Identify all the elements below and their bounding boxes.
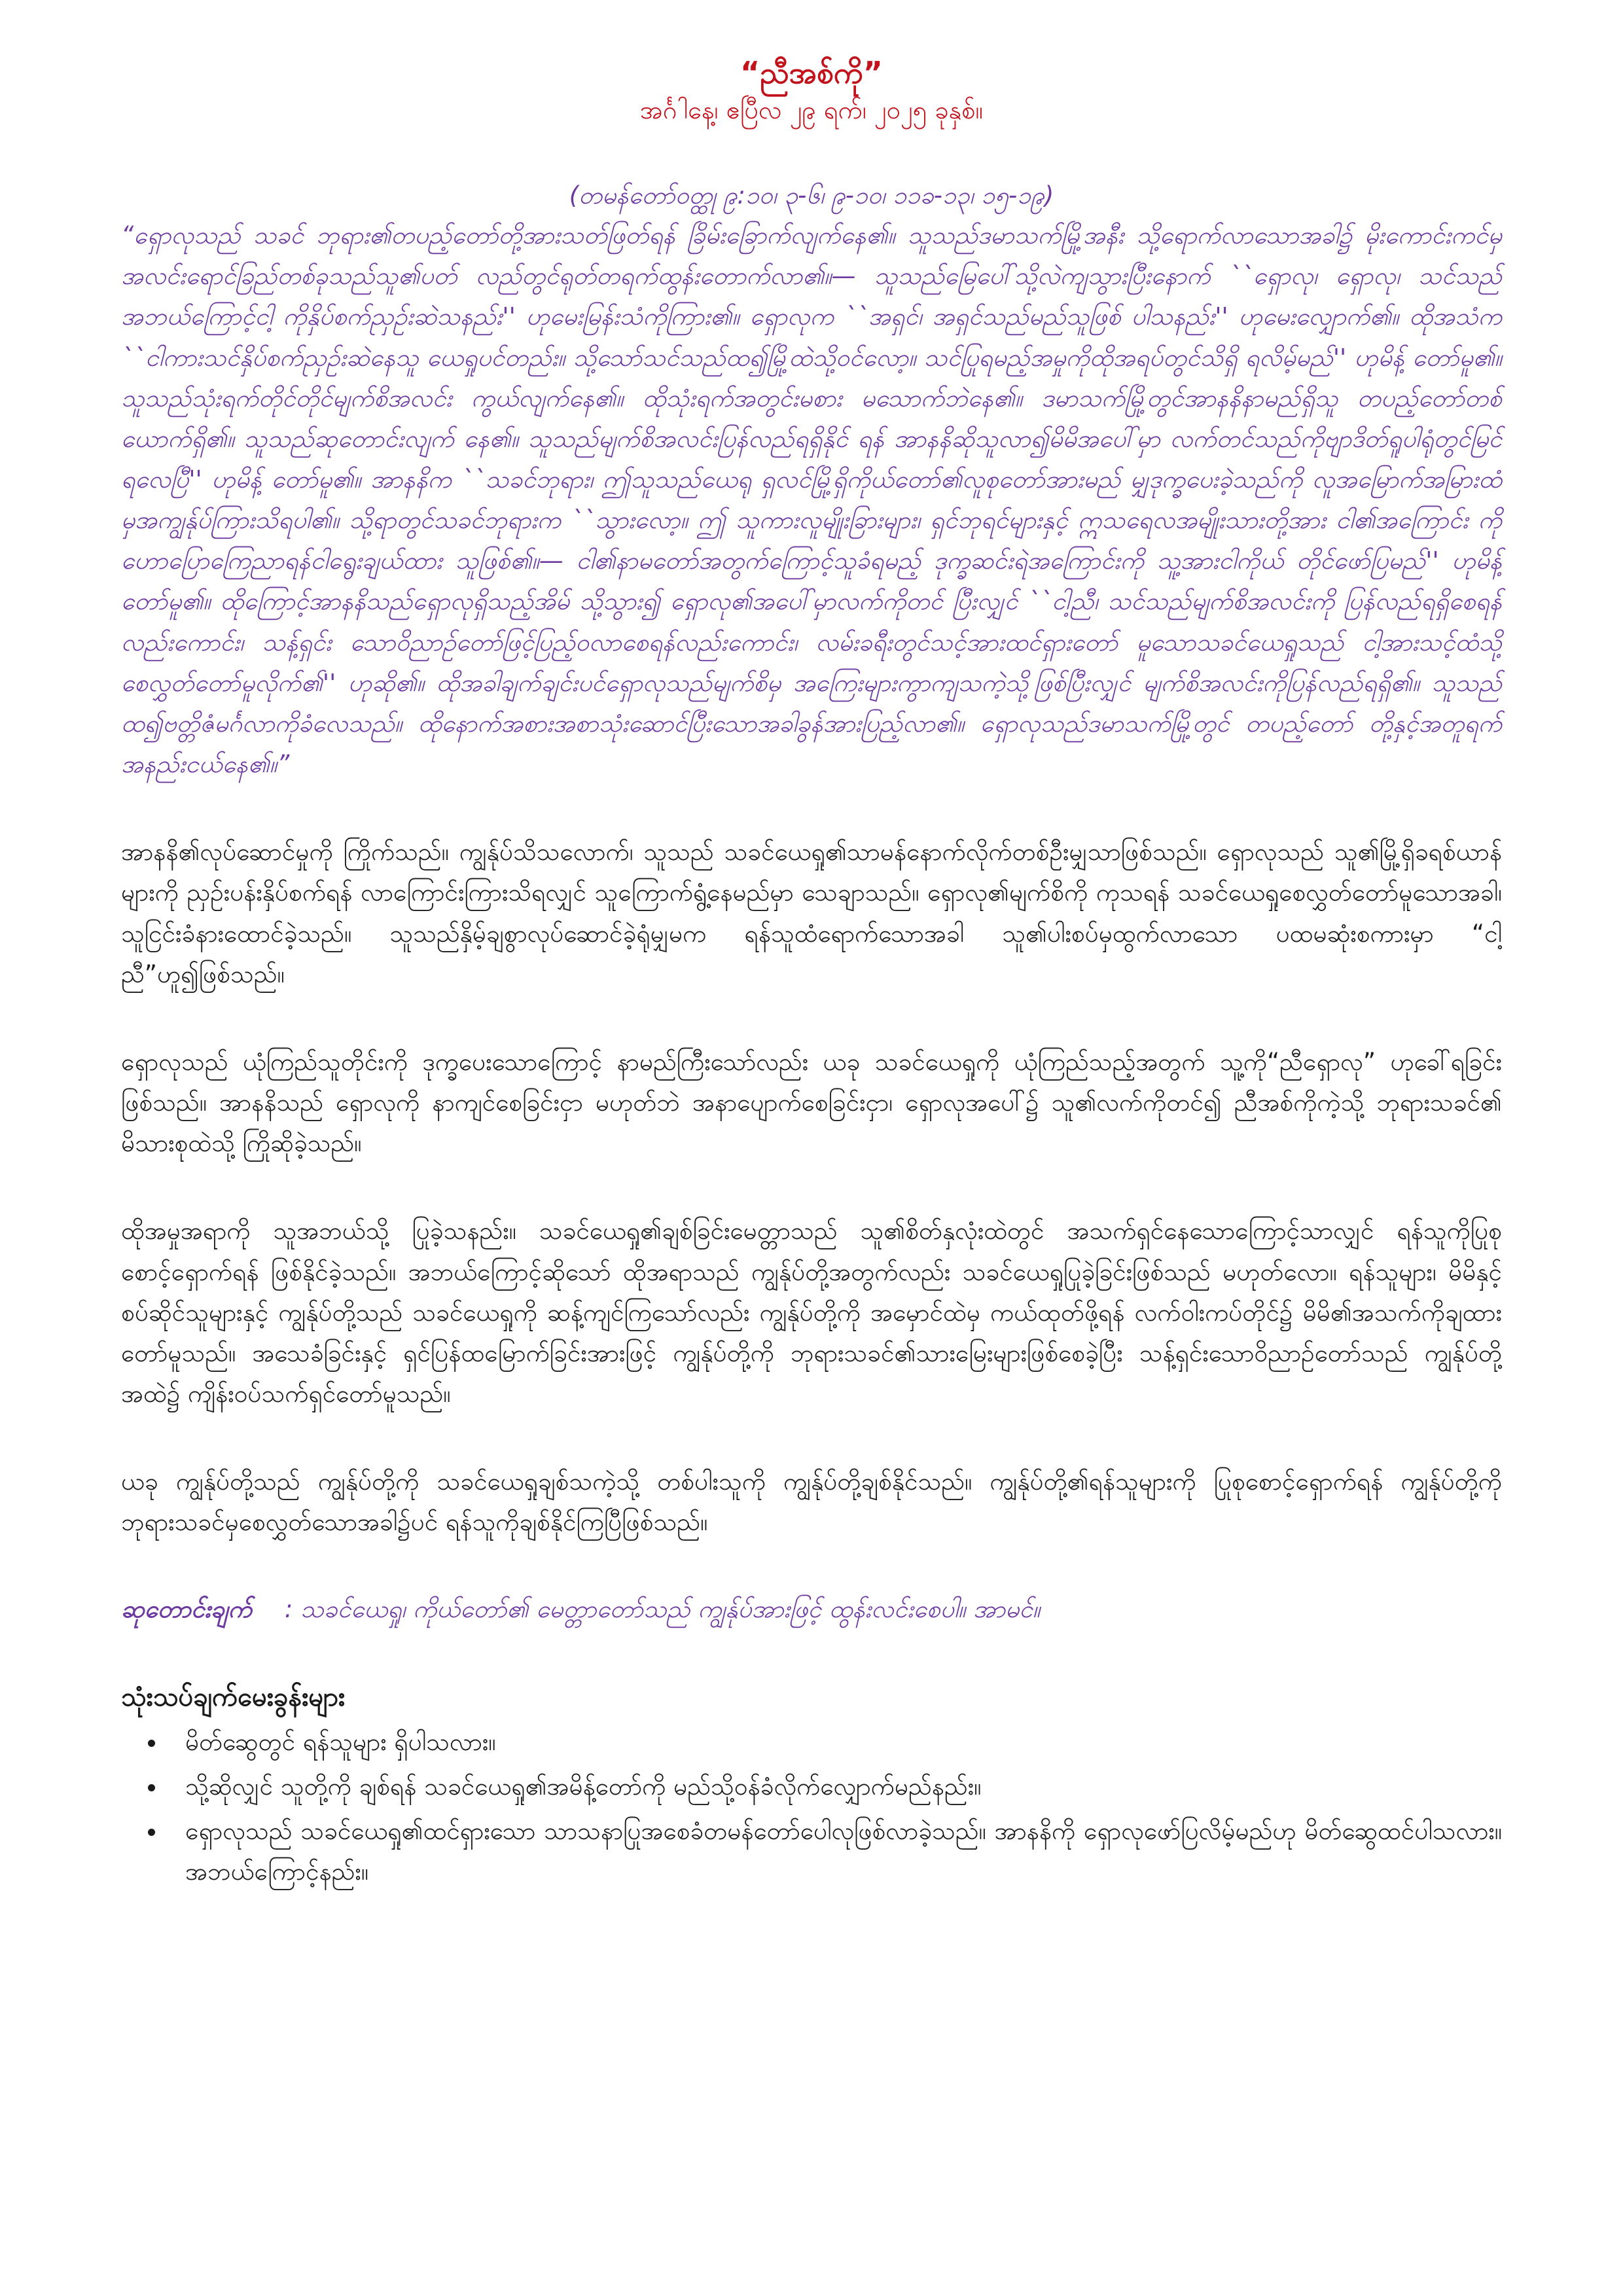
prayer xyxy=(121,1590,1502,1628)
scripture-reference: (တမန်တော်ဝတ္ထု ၉:၁၀၊ ၃-၆၊ ၉-၁၀၊ ၁၁ခ-၁၃၊ ၁၅-၁၉) xyxy=(569,181,1054,210)
body-paragraph-3: ထိုအမှုအရာကို သူအဘယ်သို့ ပြုခဲ့သနည်း။ သခင်ယေရှု၏ချစ်ခြင်းမေတ္တာသည် သူ၏စိတ်နှလုံးထဲတွင် အသက်ရှင်နေသောကြောင့်သာလျှင် ရန်သူကိုပြုစုစောင့်ရှောက်ရန် ဖြစ်နိုင်ခဲ့သည်။ အဘယ်ကြောင့်ဆိုသော် ထိုအရာသည် ကျွန်ုပ်တို့အတွက်လည်း သခင်ယေရှုပြုခဲ့ခြင်းဖြစ်သည် မဟုတ်လော။ ရန်သူများ၊ မိမိနှင့်စပ်ဆိုင်သူများနှင့် ကျွန်ုပ်တို့သည် သခင်ယေရှုကို ဆန့်ကျင်ကြသော်လည်း ကျွန်ုပ်တို့ကို အမှောင်ထဲမှ ကယ်ထုတ်ဖို့ရန် လက်ဝါးကပ်တိုင်၌ မိမိ၏အသက်ကိုချထားတော်မူသည်။ အသေခံခြင်းနှင့် ရှင်ပြန်ထမြောက်ခြင်းအားဖြင့် ကျွန်ုပ်တို့ကို ဘုရားသခင်၏သားမြေးများဖြစ်စေခဲ့ပြီး သန့်ရှင်းသောဝိညာဉ်တော်သည် ကျွန်ုပ်တို့အထဲ၌ ကျိန်းဝပ်သက်ရှင်တော်မူသည်။ xyxy=(121,1217,1502,1408)
devotional-page xyxy=(121,52,1502,1896)
scripture-quote: “ရှောလုသည် သခင် ဘုရား၏တပည့်တော်တို့အားသတ်ဖြတ်ရန် ခြိမ်းခြောက်လျက်နေ၏။ သူသည်ဒမာသက်မြို့အနီး သို့ရောက်လာသောအခါ၌ မိုးကောင်းကင်မှ အလင်းရောင်ခြည်တစ်ခုသည်သူ၏ပတ် လည်တွင်ရုတ်တရက်ထွန်းတောက်လာ၏။— သူသည်မြေပေါ်သို့လဲကျသွားပြီးနောက် ``ရှောလု၊ ရှောလု၊ သင်သည်အဘယ်ကြောင့်ငါ့ ကိုနှိပ်စက်ညှဉ်းဆဲသနည်း'' ဟုမေးမြန်းသံကိုကြား၏။ ရှောလုက ``အရှင်၊ အရှင်သည်မည်သူဖြစ် ပါသနည်း'' ဟုမေးလျှောက်၏။ ထိုအသံက ``ငါကားသင်နှိပ်စက်ညှဉ်းဆဲနေသူ ယေရှုပင်တည်း။ သို့သော်သင်သည်ထ၍မြို့ထဲသို့ဝင်လော့။ သင်ပြုရမည့်အမှုကိုထိုအရပ်တွင်သိရှိ ရလိမ့်မည်'' ဟုမိန့် တော်မူ၏။ သူသည်သုံးရက်တိုင်တိုင်မျက်စိအလင်း ကွယ်လျက်နေ၏။ ထိုသုံးရက်အတွင်းမစား မသောက်ဘဲနေ၏။ ဒမာသက်မြို့တွင်အာနနိနာမည်ရှိသူ တပည့်တော်တစ်ယောက်ရှိ၏။ သူသည်ဆုတောင်းလျက် နေ၏။ သူသည်မျက်စိအလင်းပြန်လည်ရရှိနိုင် ရန် အာနနိဆိုသူလာ၍မိမိအပေါ်မှာ လက်တင်သည်ကိုဗျာဒိတ်ရူပါရုံတွင်မြင် ရလေပြီ'' ဟုမိန့် တော်မူ၏။ အာနနိက ``သခင်ဘုရား၊ ဤသူသည်ယေရု ရှလင်မြို့ရှိကိုယ်တော်၏လူစုတော်အားမည် မျှဒုက္ခပေးခဲ့သည်ကို လူအမြောက်အမြားထံ မှအကျွန်ုပ်ကြားသိရပါ၏။ သို့ရာတွင်သခင်ဘုရားက ``သွားလော့။ ဤ သူကားလူမျိုးခြားများ၊ ရှင်ဘုရင်များနှင့် ဣသရေလအမျိုးသားတို့အား ငါ၏အကြောင်း ကိုဟောပြောကြေညာရန်ငါရွေးချယ်ထား သူဖြစ်၏။— ငါ၏နာမတော်အတွက်ကြောင့်သူခံရမည့် ဒုက္ခဆင်းရဲအကြောင်းကို သူ့အားငါကိုယ် တိုင်ဖော်ပြမည်'' ဟုမိန့် တော်မူ၏။ ထိုကြောင့်အာနနိသည်ရှောလုရှိသည့်အိမ် သို့သွား၍ ရှောလု၏အပေါ်မှာလက်ကိုတင် ပြီးလျှင် ``ငါ့ညီ၊ သင်သည်မျက်စိအလင်းကို ပြန်လည်ရရှိစေရန်လည်းကောင်း၊ သန့်ရှင်း သောဝိညာဉ်တော်ဖြင့်ပြည့်ဝလာစေရန်လည်းကောင်း၊ လမ်းခရီးတွင်သင့်အားထင်ရှားတော် မူသောသခင်ယေရှုသည် ငါ့အားသင့်ထံသို့ စေလွှတ်တော်မူလိုက်၏'' ဟုဆို၏။ ထိုအခါချက်ချင်းပင်ရှောလုသည်မျက်စိမှ အကြေးများကွာကျသကဲ့သို့ဖြစ်ပြီးလျှင် မျက်စိအလင်းကိုပြန်လည်ရရှိ၏။ သူသည် ထ၍ဗတ္တိဇံမင်္ဂလာကိုခံလေသည်။ ထိုနောက်အစားအစာသုံးဆောင်ပြီးသောအခါခွန်အားပြည့်လာ၏။ ရှောလုသည်ဒမာသက်မြို့တွင် တပည့်တော် တို့နှင့်အတူရက်အနည်းငယ်နေ၏။” xyxy=(121,221,1502,779)
prayer-text: : သခင်ယေရှု၊ ကိုယ်တော်၏ မေတ္တာတော်သည် ကျွန်ုပ်အားဖြင့် ထွန်းလင်းစေပါ။ အာမင်။ xyxy=(284,1595,1041,1624)
prayer-label: ဆုတောင်းချက် xyxy=(121,1595,252,1624)
question-item: • ရှောလုသည် သခင်ယေရှု၏ထင်ရှားသော သာသနာပြုအစေခံတမန်တော်ပေါလုဖြစ်လာခဲ့သည်။ အာနနိကို ရှောလုဖော်ပြလိမ့်မည်ဟု မိတ်ဆွေထင်ပါသလား။ အဘယ်ကြောင့်နည်း။ xyxy=(167,1811,1502,1892)
devotional-title: “ညီအစ်ကို” xyxy=(740,55,883,90)
body-paragraph-2: ရှောလုသည် ယုံကြည်သူတိုင်းကို ဒုက္ခပေးသောကြောင့် နာမည်ကြီးသော်လည်း ယခု သခင်ယေရှုကို ယုံကြည်သည့်အတွက် သူ့ကို“ညီရှောလု” ဟုခေါ်ရခြင်းဖြစ်သည်။ အာနနိသည် ရှောလုကို နာကျင်စေခြင်းငှာ မဟုတ်ဘဲ အနာပျောက်စေခြင်းငှာ၊ ရှောလုအပေါ်၌ သူ၏လက်ကိုတင်၍ ညီအစ်ကိုကဲ့သို့ ဘုရားသခင်၏ မိသားစုထဲသို့ ကြိုဆိုခဲ့သည်။ xyxy=(121,1047,1502,1158)
question-item: • သို့ဆိုလျှင် သူတို့ကို ချစ်ရန် သခင်ယေရှု၏အမိန့်တော်ကို မည်သို့ဝန်ခံလိုက်လျှောက်မည်နည်း။ xyxy=(167,1767,1502,1807)
question-item: • မိတ်ဆွေတွင် ရန်သူများ ရှိပါသလား။ xyxy=(167,1722,1502,1763)
questions-list xyxy=(121,1722,1502,1893)
questions-heading: သုံးသပ်ချက်မေးခွန်းများ xyxy=(121,1681,346,1712)
body-paragraph-4: ယခု ကျွန်ုပ်တို့သည် ကျွန်ုပ်တို့ကို သခင်ယေရှုချစ်သကဲ့သို့ တစ်ပါးသူကို ကျွန်ုပ်တို့ချစ်နိုင်သည်။ ကျွန်ုပ်တို့၏ရန်သူများကို ပြုစုစောင့်ရှောက်ရန် ကျွန်ုပ်တို့ကို ဘုရားသခင်မှစေလွှတ်သောအခါ၌ပင် ရန်သူကိုချစ်နိုင်ကြပြီဖြစ်သည်။ xyxy=(121,1467,1502,1537)
body-paragraph-1: အာနနိ၏လုပ်ဆောင်မှုကို ကြိုက်သည်။ ကျွန်ုပ်သိသလောက်၊ သူသည် သခင်ယေရှု၏သာမန်နောက်လိုက်တစ်ဦးမျှသာဖြစ်သည်။ ရှောလုသည် သူ၏မြို့ရှိခရစ်ယာန်များကို ညှဉ်းပန်းနှိပ်စက်ရန် လာကြောင်းကြားသိရလျှင် သူကြောက်ရွံ့နေမည်မှာ သေချာသည်။ ရှောလု၏မျက်စိကို ကုသရန် သခင်ယေရှုစေလွှတ်တော်မူသောအခါ၊ သူငြင်းခံနားထောင်ခဲ့သည်။ သူသည်နှိမ့်ချစွာလုပ်ဆောင်ခဲ့ရုံမျှမက ရန်သူထံရောက်သောအခါ သူ၏ပါးစပ်မှထွက်လာသော ပထမဆုံးစကားမှာ “ငါ့ညီ”ဟူ၍ဖြစ်သည်။ xyxy=(121,838,1502,988)
devotional-date: အင်္ဂါနေ့၊ ဧပြီလ ၂၉ ရက်၊ ၂၀၂၅ ခုနှစ်။ xyxy=(640,96,983,125)
